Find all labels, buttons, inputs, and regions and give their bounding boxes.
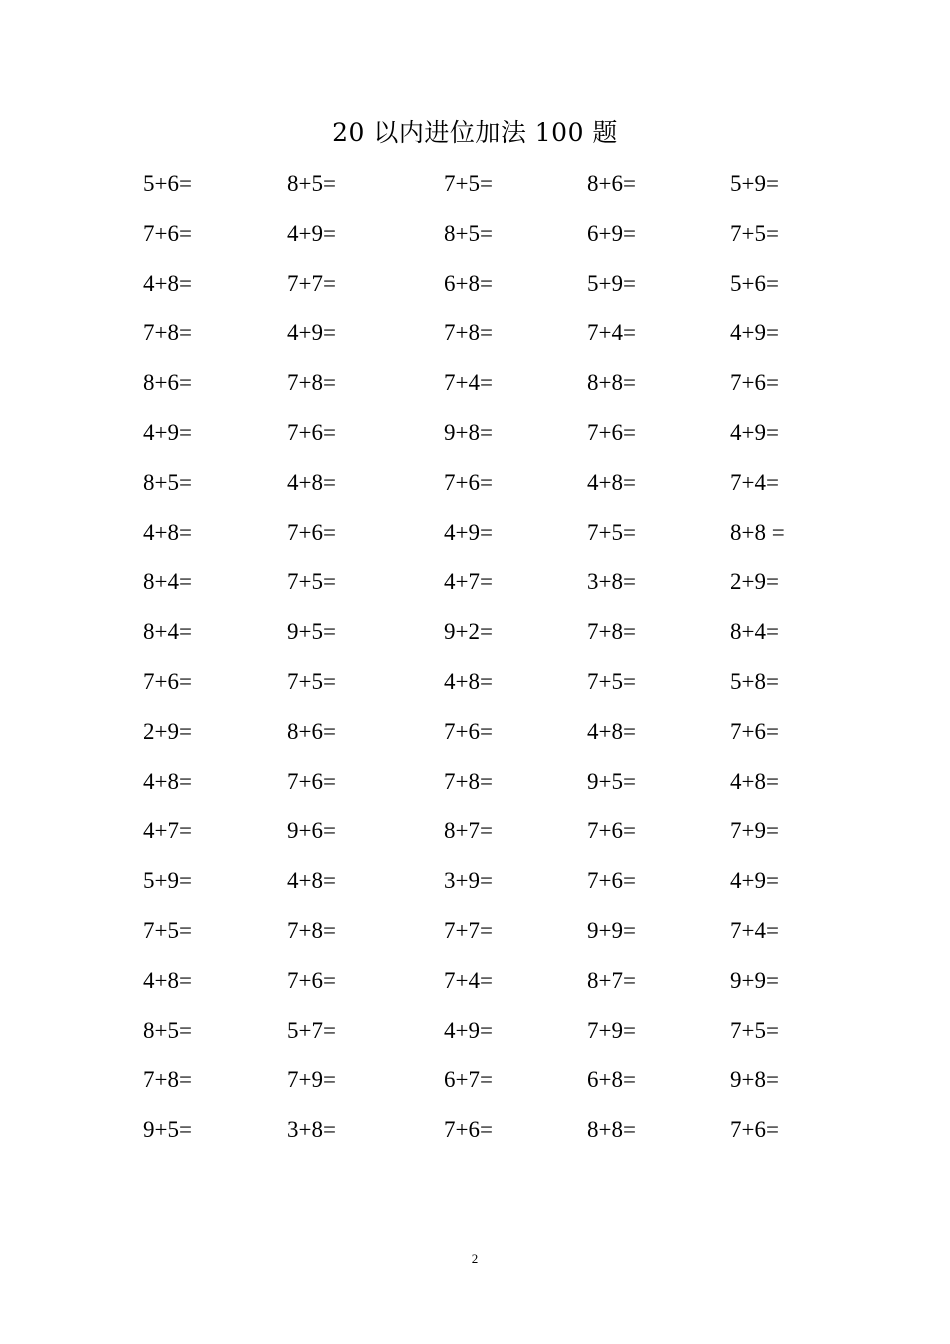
addition-problem: 7+9= [587,1017,636,1043]
addition-problem: 7+5= [287,569,336,595]
addition-problem: 7+6= [287,519,336,545]
addition-problem: 7+5= [730,1017,779,1043]
addition-problem: 7+6= [287,967,336,993]
addition-problem: 3+8= [587,569,636,595]
problem-row [0,811,950,861]
addition-problem: 7+8= [444,768,493,794]
addition-problem: 4+8= [287,868,336,894]
problem-row [0,264,950,314]
addition-problem: 7+6= [444,718,493,744]
addition-problem: 6+9= [587,220,636,246]
problem-row [0,463,950,513]
problem-row [0,712,950,762]
addition-problem: 9+8= [444,419,493,445]
addition-problem: 7+5= [444,171,493,196]
addition-problem: 5+9= [587,270,636,296]
problem-row [0,911,950,961]
addition-problem: 4+9= [287,220,336,246]
addition-problem: 5+9= [143,868,192,894]
problem-row [0,1060,950,1110]
addition-problem: 7+6= [444,469,493,495]
page-number: 2 [471,1251,479,1266]
addition-problem: 7+6= [587,818,636,844]
problem-row [0,513,950,563]
addition-problem: 6+7= [444,1067,493,1093]
addition-problem: 8+6= [587,171,636,196]
problem-row [0,662,950,712]
addition-problem: 4+9= [444,1017,493,1043]
addition-problem: 4+9= [730,868,779,894]
addition-problem: 4+9= [287,320,336,346]
addition-problem: 7+6= [287,419,336,445]
addition-problem: 7+5= [587,668,636,694]
addition-problem: 7+4= [730,469,779,495]
addition-problem: 4+8= [730,768,779,794]
addition-problem: 8+5= [143,469,192,495]
addition-problem: 2+9= [143,718,192,744]
addition-problem: 9+8= [730,1067,779,1093]
addition-problem: 7+4= [587,320,636,346]
addition-problem: 6+8= [587,1067,636,1093]
addition-problem: 5+8= [730,668,779,694]
addition-problem: 8+4= [730,619,779,645]
addition-problem: 8+6= [287,718,336,744]
addition-problem: 8+8= [587,370,636,396]
addition-problem: 7+9= [730,818,779,844]
addition-problem: 7+6= [730,1117,779,1143]
addition-problem: 7+8= [287,370,336,396]
addition-problem: 7+6= [587,868,636,894]
addition-problem: 7+6= [587,419,636,445]
addition-problem: 9+9= [730,967,779,993]
addition-problem: 3+9= [444,868,493,894]
problem-row [0,961,950,1011]
addition-problem: 7+5= [287,668,336,694]
problem-row [0,762,950,812]
addition-problem: 7+5= [730,220,779,246]
addition-problem: 4+9= [730,419,779,445]
addition-problem: 5+9= [730,171,779,196]
addition-problem: 8+7= [587,967,636,993]
addition-problem: 6+8= [444,270,493,296]
addition-problem: 9+5= [287,619,336,645]
addition-problem: 8+4= [143,619,192,645]
addition-problem: 4+9= [143,419,192,445]
addition-problem: 7+6= [287,768,336,794]
addition-problem: 7+4= [444,967,493,993]
problem-row [0,1011,950,1061]
addition-problem: 5+6= [143,171,192,196]
addition-problem: 7+4= [730,917,779,943]
addition-problem: 4+8= [287,469,336,495]
addition-problem: 7+8= [287,917,336,943]
addition-problem: 4+9= [730,320,779,346]
addition-problem: 7+9= [287,1067,336,1093]
addition-problem: 4+7= [444,569,493,595]
addition-problem: 4+8= [143,270,192,296]
problem-row [0,164,950,214]
addition-problem: 9+2= [444,619,493,645]
addition-problem: 8+4= [143,569,192,595]
addition-problem: 7+6= [730,370,779,396]
addition-problem: 4+8= [587,469,636,495]
problem-row [0,612,950,662]
addition-problem: 8+8 = [730,519,785,545]
addition-problem: 8+7= [444,818,493,844]
addition-problem: 7+5= [143,917,192,943]
addition-problem: 8+8= [587,1117,636,1143]
addition-problem: 4+7= [143,818,192,844]
addition-problem: 8+5= [143,1017,192,1043]
addition-problem: 7+7= [287,270,336,296]
addition-problem: 8+5= [287,171,336,196]
addition-problem: 2+9= [730,569,779,595]
addition-problem: 7+6= [444,1117,493,1143]
addition-problem: 9+5= [143,1117,192,1143]
addition-problem: 7+8= [444,320,493,346]
problem-row [0,363,950,413]
page-title: 20 以内进位加法 100 题 [332,118,618,147]
problem-row [0,313,950,363]
addition-problem: 7+4= [444,370,493,396]
addition-problem: 5+7= [287,1017,336,1043]
addition-problem: 4+9= [444,519,493,545]
addition-problem: 7+8= [143,320,192,346]
problem-row [0,1110,950,1160]
addition-problem: 5+6= [730,270,779,296]
problem-grid [0,164,950,1160]
addition-problem: 4+8= [143,967,192,993]
addition-problem: 4+8= [143,519,192,545]
addition-problem: 7+5= [587,519,636,545]
addition-problem: 4+8= [143,768,192,794]
addition-problem: 7+6= [143,668,192,694]
addition-problem: 9+9= [587,917,636,943]
problem-row [0,861,950,911]
addition-problem: 8+5= [444,220,493,246]
addition-problem: 7+6= [143,220,192,246]
addition-problem: 4+8= [587,718,636,744]
addition-problem: 9+6= [287,818,336,844]
addition-problem: 7+8= [587,619,636,645]
addition-problem: 9+5= [587,768,636,794]
problem-row [0,214,950,264]
addition-problem: 7+7= [444,917,493,943]
problem-row [0,562,950,612]
addition-problem: 7+6= [730,718,779,744]
problem-row [0,413,950,463]
addition-problem: 4+8= [444,668,493,694]
addition-problem: 3+8= [287,1117,336,1143]
addition-problem: 7+8= [143,1067,192,1093]
addition-problem: 8+6= [143,370,192,396]
